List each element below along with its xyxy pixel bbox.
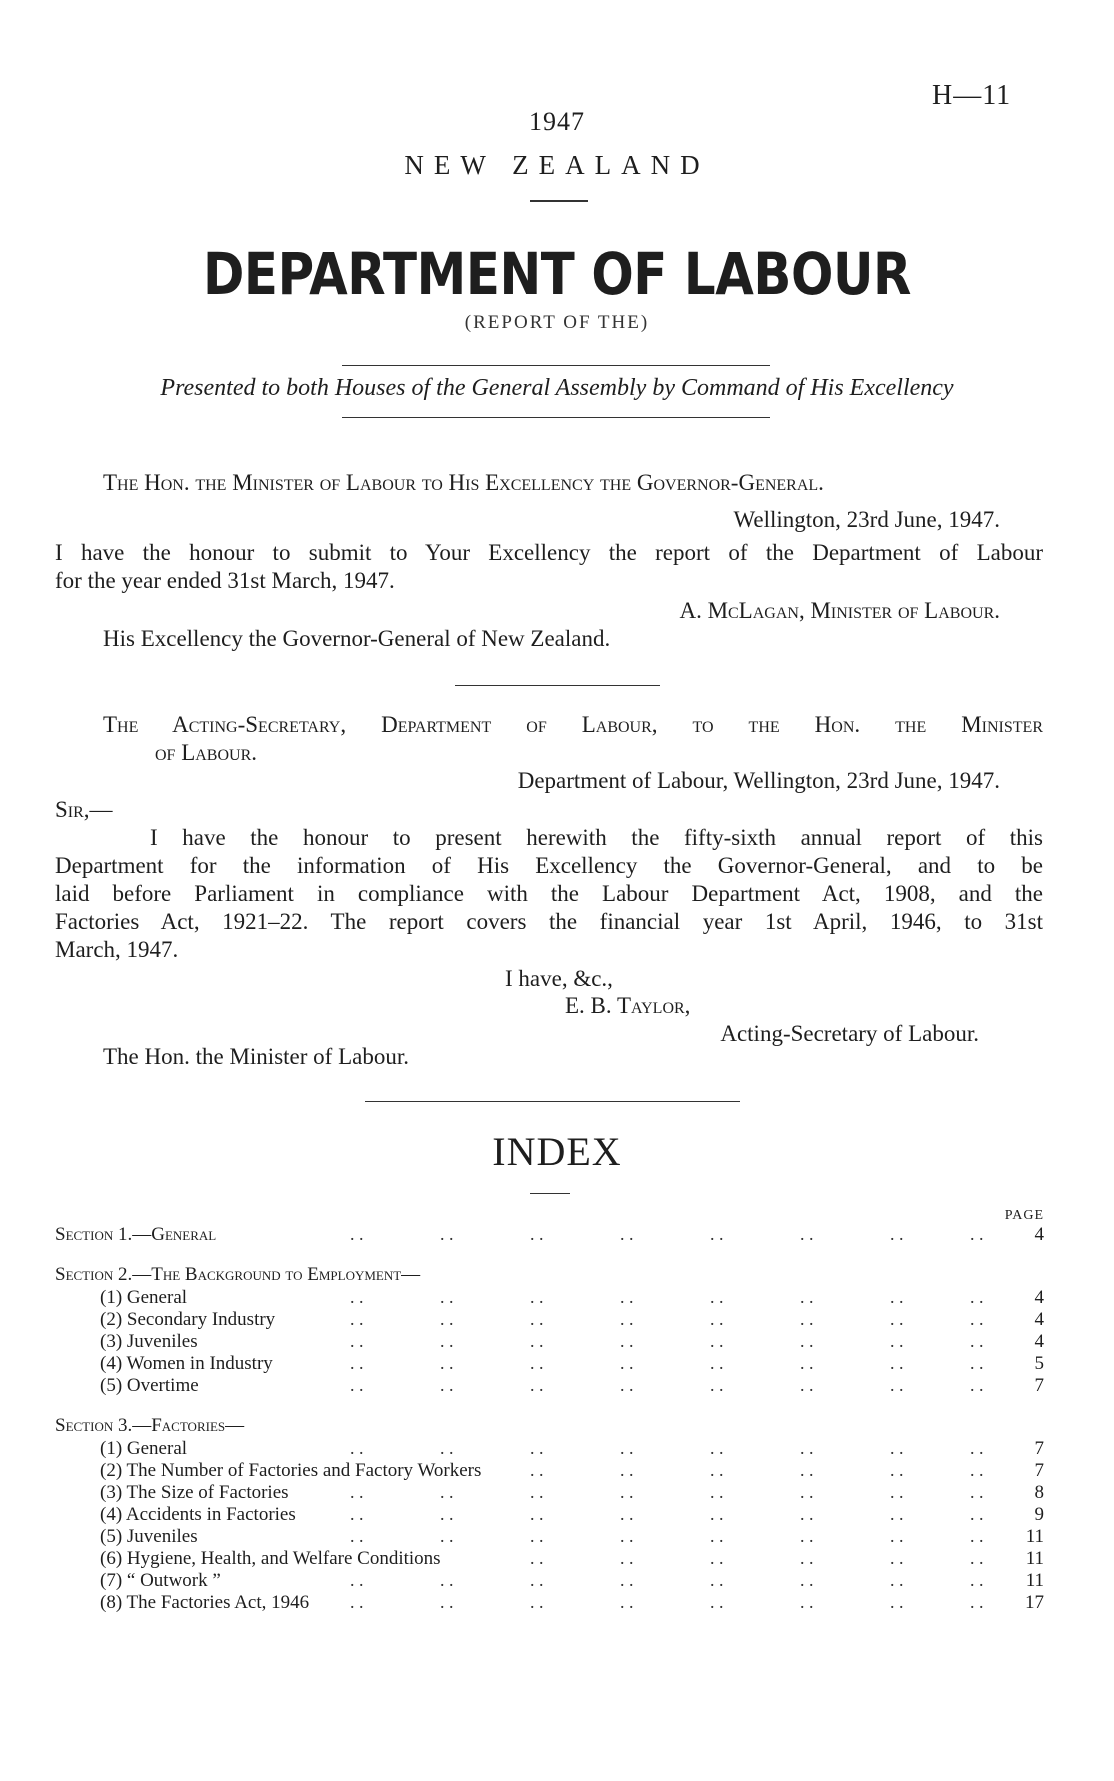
dot-leader: . . (620, 1460, 634, 1480)
dot-leader: . . (530, 1353, 544, 1373)
dot-leader: . . (970, 1460, 984, 1480)
dot-leader: . . (620, 1482, 634, 1502)
dot-leader: . . (800, 1460, 814, 1480)
dot-leader: . . (440, 1309, 454, 1329)
dot-leader: . . (350, 1570, 364, 1590)
dot-leader: . . (710, 1460, 724, 1480)
dot-leader: . . (800, 1482, 814, 1502)
dot-leader: . . (620, 1438, 634, 1458)
dot-leader: . . (890, 1570, 904, 1590)
dot-leader: . . (970, 1224, 984, 1244)
dot-leader: . . (970, 1287, 984, 1307)
dot-leader: . . (440, 1504, 454, 1524)
dot-leader: . . (440, 1353, 454, 1373)
dot-leader: . . (890, 1331, 904, 1351)
letter2-signature-title: Acting-Secretary of Labour. (720, 1021, 979, 1046)
dot-leader: . . (530, 1287, 544, 1307)
index-section-1: Section 1.—General (55, 1224, 217, 1245)
dot-leader: . . (800, 1224, 814, 1244)
dot-leader: . . (970, 1375, 984, 1395)
dot-leader: . . (350, 1353, 364, 1373)
letter2-heading: The Acting-Secretary, Department of Labour, to the Hon. the Minister (103, 712, 1043, 737)
letter2-closing: I have, &c., (505, 966, 613, 991)
dot-leader: . . (530, 1331, 544, 1351)
dot-leader: . . (710, 1438, 724, 1458)
dot-leader: . . (800, 1375, 814, 1395)
index-page-number: 17 (1025, 1592, 1044, 1613)
dot-leader: . . (800, 1353, 814, 1373)
dot-leader: . . (440, 1592, 454, 1612)
divider (530, 200, 588, 202)
dot-leader: . . (890, 1592, 904, 1612)
dot-leader: . . (620, 1309, 634, 1329)
dot-leader: . . (620, 1548, 634, 1568)
dot-leader: . . (890, 1309, 904, 1329)
dot-leader: . . (800, 1287, 814, 1307)
dot-leader: . . (620, 1224, 634, 1244)
dot-leader: . . (800, 1526, 814, 1546)
dot-leader: . . (440, 1375, 454, 1395)
letter2-signature: E. B. Taylor, (565, 993, 691, 1018)
country-name: NEW ZEALAND (404, 150, 710, 180)
letter2-addressee: The Hon. the Minister of Labour. (103, 1044, 409, 1069)
dot-leader: . . (350, 1592, 364, 1612)
dot-leader: . . (440, 1526, 454, 1546)
dot-leader: . . (350, 1224, 364, 1244)
dot-leader: . . (800, 1309, 814, 1329)
dot-leader: . . (710, 1331, 724, 1351)
dot-leader: . . (620, 1331, 634, 1351)
index-page-number: 11 (1025, 1526, 1044, 1547)
index-entry: (8) The Factories Act, 1946 (100, 1592, 310, 1613)
dot-leader: . . (620, 1504, 634, 1524)
dot-leader: . . (530, 1309, 544, 1329)
letter2-body-line: laid before Parliament in compliance with the Labour Department Act, 1908, and the (55, 881, 1043, 906)
dot-leader: . . (890, 1460, 904, 1480)
dot-leader: . . (800, 1504, 814, 1524)
dot-leader: . . (530, 1504, 544, 1524)
dot-leader: . . (710, 1482, 724, 1502)
dot-leader: . . (350, 1438, 364, 1458)
index-entry: (2) Secondary Industry (100, 1309, 276, 1330)
dot-leader: . . (970, 1438, 984, 1458)
dot-leader: . . (710, 1309, 724, 1329)
dot-leader: . . (970, 1548, 984, 1568)
dot-leader: . . (530, 1548, 544, 1568)
dot-leader: . . (970, 1504, 984, 1524)
dot-leader: . . (970, 1570, 984, 1590)
divider (342, 365, 770, 366)
dot-leader: . . (530, 1526, 544, 1546)
index-entry: (5) Juveniles (100, 1526, 198, 1547)
dot-leader: . . (530, 1482, 544, 1502)
dot-leader: . . (440, 1570, 454, 1590)
letter2-body-line: Factories Act, 1921–22. The report covers the financial year 1st April, 1946, to 31st (55, 909, 1043, 934)
index-page-number: 5 (1034, 1353, 1044, 1374)
dot-leader: . . (890, 1438, 904, 1458)
letter2-heading: of Labour. (155, 740, 258, 765)
index-title: INDEX (492, 1129, 622, 1174)
dot-leader: . . (970, 1331, 984, 1351)
letter1-addressee: His Excellency the Governor-General of New Zealand. (103, 626, 611, 651)
dot-leader: . . (970, 1592, 984, 1612)
index-page-number: 4 (1034, 1309, 1044, 1330)
page-title: DEPARTMENT OF LABOUR (202, 240, 912, 308)
dot-leader: . . (890, 1504, 904, 1524)
index-entry: (4) Accidents in Factories (100, 1504, 296, 1525)
index-page-number: 4 (1034, 1331, 1044, 1352)
letter1-body-line: for the year ended 31st March, 1947. (55, 568, 395, 593)
dot-leader: . . (890, 1287, 904, 1307)
dot-leader: . . (440, 1224, 454, 1244)
dot-leader: . . (440, 1331, 454, 1351)
dot-leader: . . (890, 1526, 904, 1546)
dot-leader: . . (710, 1592, 724, 1612)
document-reference: H—11 (932, 80, 1012, 111)
dot-leader: . . (800, 1548, 814, 1568)
dot-leader: . . (710, 1570, 724, 1590)
dot-leader: . . (890, 1224, 904, 1244)
dot-leader: . . (710, 1287, 724, 1307)
dot-leader: . . (620, 1353, 634, 1373)
index-entry: (3) Juveniles (100, 1331, 198, 1352)
dot-leader: . . (530, 1438, 544, 1458)
index-page-number: 8 (1034, 1482, 1044, 1503)
letter1-body-line: I have the honour to submit to Your Excellency the report of the Department of Labour (55, 540, 1043, 565)
letter1-signature: A. McLagan, Minister of Labour. (679, 598, 1000, 623)
dot-leader: . . (350, 1331, 364, 1351)
dot-leader: . . (620, 1592, 634, 1612)
dot-leader: . . (710, 1548, 724, 1568)
dot-leader: . . (350, 1526, 364, 1546)
index-entry: (1) General (100, 1438, 188, 1459)
index-entry: (3) The Size of Factories (100, 1482, 289, 1503)
dot-leader: . . (970, 1353, 984, 1373)
index-section-2: Section 2.—The Background to Employment— (55, 1264, 421, 1285)
dot-leader: . . (440, 1482, 454, 1502)
dot-leader: . . (350, 1504, 364, 1524)
presented-line: Presented to both Houses of the General Assembly by Command of His Excellency (160, 375, 954, 401)
letter2-body-line: March, 1947. (55, 937, 179, 962)
index-page-number: 7 (1034, 1438, 1044, 1459)
index-page-number: 4 (1034, 1224, 1044, 1245)
document-year: 1947 (529, 107, 585, 136)
divider (530, 1193, 570, 1194)
dot-leader: . . (710, 1224, 724, 1244)
dot-leader: . . (970, 1526, 984, 1546)
dot-leader: . . (350, 1375, 364, 1395)
letter2-body-line: I have the honour to present herewith the fifty-sixth annual report of this (150, 825, 1043, 850)
dot-leader: . . (890, 1375, 904, 1395)
divider (455, 685, 660, 686)
dot-leader: . . (800, 1438, 814, 1458)
dot-leader: . . (530, 1375, 544, 1395)
dot-leader: . . (530, 1460, 544, 1480)
letter1-heading: The Hon. the Minister of Labour to His Excellency the Governor-General. (103, 470, 824, 495)
dot-leader: . . (890, 1482, 904, 1502)
index-page-header: PAGE (1004, 1208, 1044, 1223)
dot-leader: . . (800, 1570, 814, 1590)
index-page-number: 9 (1034, 1504, 1044, 1525)
dot-leader: . . (530, 1592, 544, 1612)
index-page-number: 7 (1034, 1460, 1044, 1481)
index-entry: (2) The Number of Factories and Factory Workers (100, 1460, 482, 1481)
dot-leader: . . (530, 1224, 544, 1244)
dot-leader: . . (890, 1353, 904, 1373)
divider (342, 417, 770, 418)
dot-leader: . . (620, 1287, 634, 1307)
index-page-number: 11 (1025, 1548, 1044, 1569)
dot-leader: . . (710, 1526, 724, 1546)
letter2-place-date: Department of Labour, Wellington, 23rd June, 1947. (517, 768, 1000, 793)
index-page-number: 4 (1034, 1287, 1044, 1308)
dot-leader: . . (890, 1548, 904, 1568)
index-entry: (6) Hygiene, Health, and Welfare Conditions (100, 1548, 441, 1569)
dot-leader: . . (530, 1570, 544, 1590)
page-subtitle: (REPORT OF THE) (464, 312, 650, 333)
index-entry: (7) “ Outwork ” (100, 1570, 221, 1591)
index-section-3: Section 3.—Factories— (55, 1415, 245, 1436)
divider (365, 1101, 740, 1102)
dot-leader: . . (710, 1375, 724, 1395)
letter2-body-line: Department for the information of His Excellency the Governor-General, and to be (55, 853, 1043, 878)
dot-leader: . . (350, 1482, 364, 1502)
dot-leader: . . (620, 1526, 634, 1546)
dot-leader: . . (710, 1504, 724, 1524)
letter1-place-date: Wellington, 23rd June, 1947. (733, 507, 1000, 532)
dot-leader: . . (710, 1353, 724, 1373)
index-page-number: 11 (1025, 1570, 1044, 1591)
dot-leader: . . (970, 1309, 984, 1329)
letter2-salutation: Sir,— (55, 797, 113, 822)
dot-leader: . . (800, 1331, 814, 1351)
dot-leader: . . (620, 1570, 634, 1590)
index-entry: (4) Women in Industry (100, 1353, 273, 1374)
index-page-number: 7 (1034, 1375, 1044, 1396)
dot-leader: . . (970, 1482, 984, 1502)
dot-leader: . . (350, 1309, 364, 1329)
dot-leader: . . (350, 1287, 364, 1307)
dot-leader: . . (440, 1438, 454, 1458)
index-entry: (5) Overtime (100, 1375, 199, 1396)
index-entry: (1) General (100, 1287, 188, 1308)
dot-leader: . . (800, 1592, 814, 1612)
dot-leader: . . (620, 1375, 634, 1395)
dot-leader: . . (440, 1287, 454, 1307)
